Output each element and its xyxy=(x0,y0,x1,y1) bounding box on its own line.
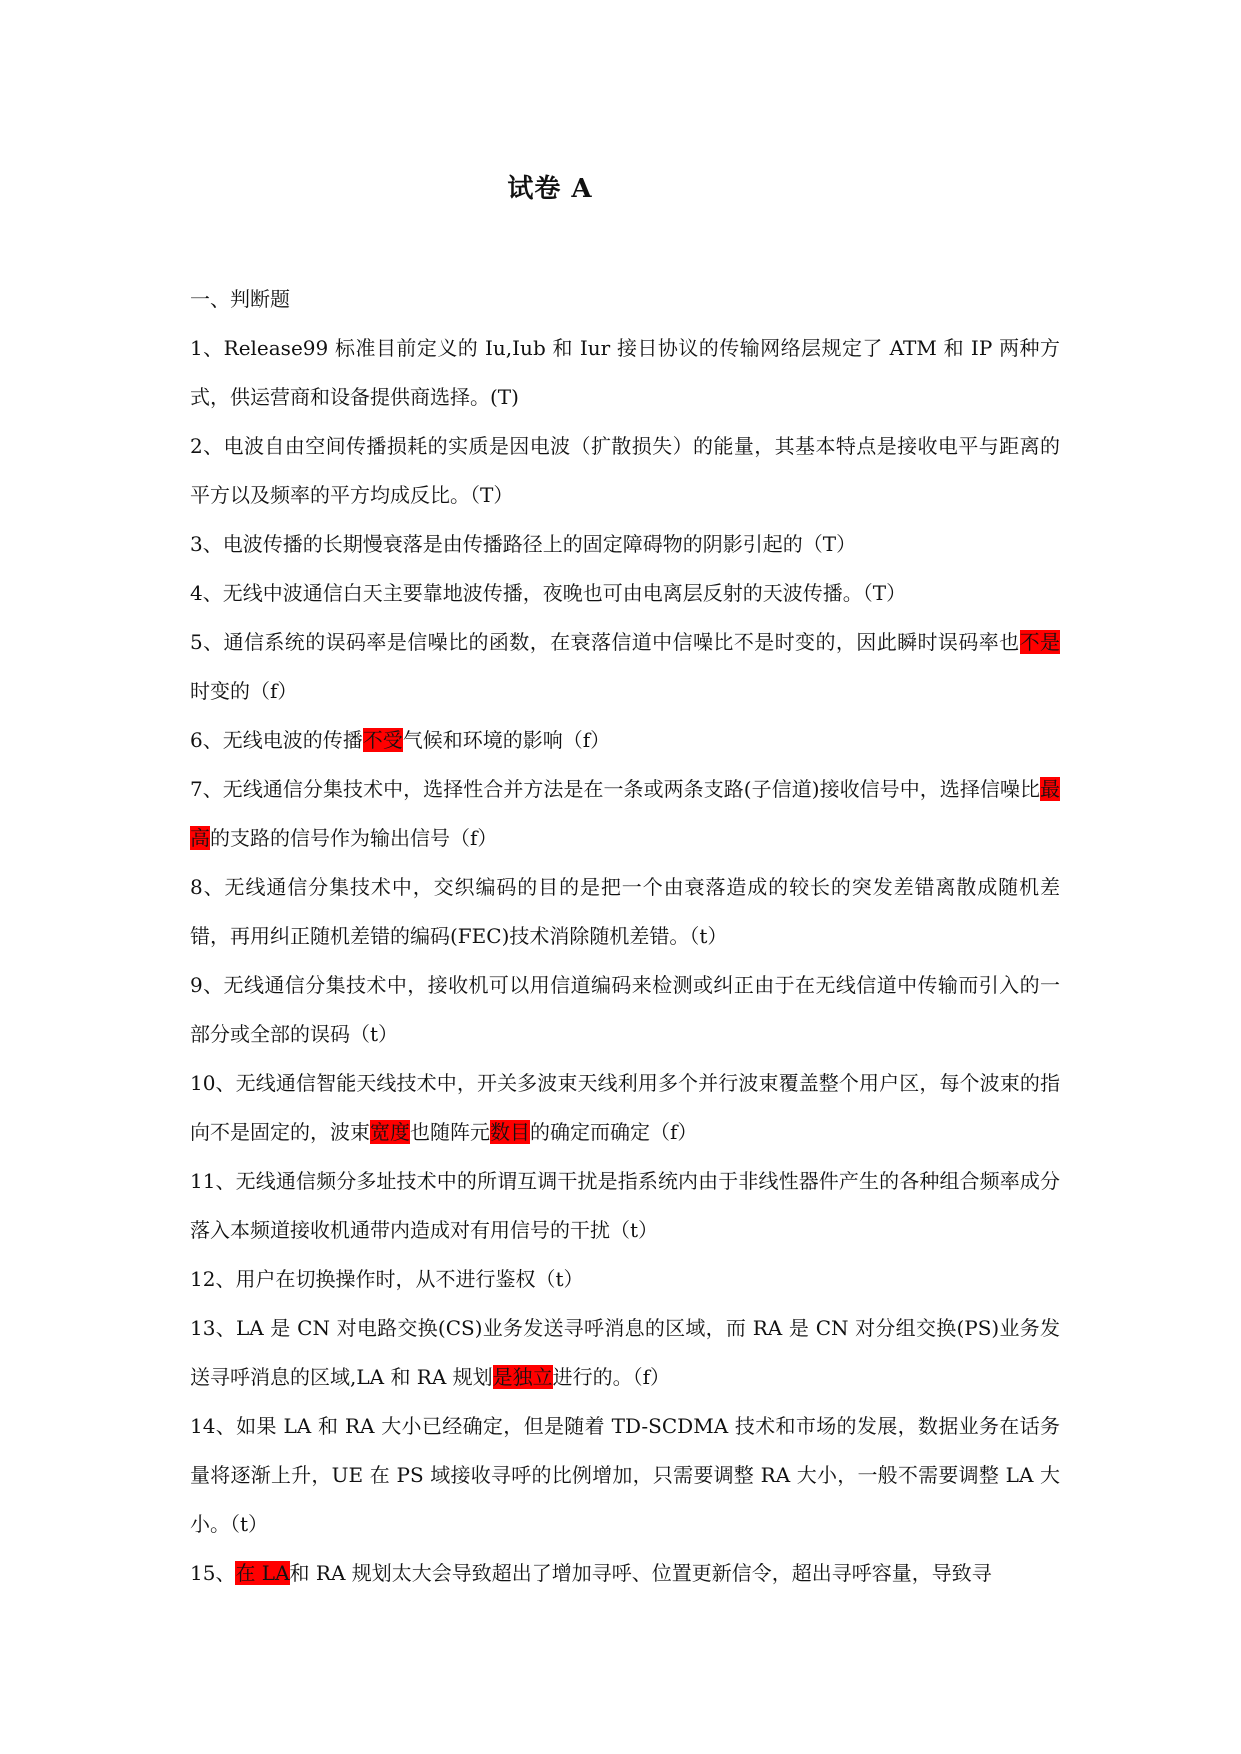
question-text: 的支路的信号作为输出信号（f） xyxy=(210,826,498,850)
question-text: 10、无线通信智能天线技术中，开关多波束天线利用多个并行波束覆盖整个用户区，每个波束的指向不是固定的，波束 xyxy=(190,1071,1060,1144)
highlighted-text: 不受 xyxy=(362,728,403,752)
question-item xyxy=(190,520,1060,569)
question-item xyxy=(190,569,1060,618)
question-item xyxy=(190,1157,1060,1255)
question-text: 2、电波自由空间传播损耗的实质是因电波（扩散损失）的能量，其基本特点是接收电平与距离的平方以及频率的平方均成反比。（T） xyxy=(190,434,1060,507)
highlighted-text: 宽度 xyxy=(370,1120,410,1144)
question-item xyxy=(190,324,1060,422)
question-item xyxy=(190,1255,1060,1304)
question-text: 6、无线电波的传播 xyxy=(190,728,363,752)
highlighted-text: 数目 xyxy=(490,1120,530,1144)
question-item xyxy=(190,961,1060,1059)
question-text: 也随阵元 xyxy=(410,1120,490,1144)
question-item xyxy=(190,1549,1060,1598)
question-text: 15、 xyxy=(190,1561,236,1585)
question-text: 13、LA 是 CN 对电路交换(CS)业务发送寻呼消息的区域，而 RA 是 CN 对分组交换(PS)业务发送寻呼消息的区域,LA 和 RA 规划 xyxy=(190,1316,1060,1389)
question-item xyxy=(190,618,1060,716)
question-text: 4、无线中波通信白天主要靠地波传播，夜晚也可由电离层反射的天波传播。（T） xyxy=(190,581,907,605)
question-text: 7、无线通信分集技术中，选择性合并方法是在一条或两条支路(子信道)接收信号中，选择信噪比 xyxy=(190,777,1040,801)
question-text: 的确定而确定（f） xyxy=(530,1120,698,1144)
question-item xyxy=(190,863,1060,961)
question-text: 9、无线通信分集技术中，接收机可以用信道编码来检测或纠正由于在无线信道中传输而引入的一部分或全部的误码（t） xyxy=(190,973,1060,1046)
question-list xyxy=(190,275,1060,1598)
question-text: 进行的。（f） xyxy=(552,1365,671,1389)
question-text: 14、如果 LA 和 RA 大小已经确定，但是随着 TD-SCDMA 技术和市场的发展，数据业务在话务量将逐渐上升，UE 在 PS 域接收寻呼的比例增加，只需要调整 RA 大小，一般不需要调整 LA 大小。（t） xyxy=(190,1414,1060,1536)
question-item xyxy=(190,765,1060,863)
question-item xyxy=(190,1402,1060,1549)
question-text: 3、电波传播的长期慢衰落是由传播路径上的固定障碍物的阴影引起的（T） xyxy=(190,532,857,556)
question-text: 11、无线通信频分多址技术中的所谓互调干扰是指系统内由于非线性器件产生的各种组合频率成分落入本频道接收机通带内造成对有用信号的干扰（t） xyxy=(190,1169,1060,1242)
page-title: 试卷 A xyxy=(507,174,593,204)
question-text: 气候和环境的影响（f） xyxy=(402,728,611,752)
question-text: 8、无线通信分集技术中，交织编码的目的是把一个由衰落造成的较长的突发差错离散成随机差错，再用纠正随机差错的编码(FEC)技术消除随机差错。（t） xyxy=(190,875,1060,948)
highlighted-text: 不是 xyxy=(1019,630,1060,654)
question-item xyxy=(190,716,1060,765)
highlighted-text: 最高 xyxy=(190,777,1060,850)
section-heading: 一、判断题 xyxy=(190,287,290,311)
highlighted-text: 是独立 xyxy=(492,1365,553,1389)
question-item xyxy=(190,422,1060,520)
question-text: 时变的（f） xyxy=(190,679,298,703)
highlighted-text: 在 LA xyxy=(235,1561,290,1585)
question-item xyxy=(190,1059,1060,1157)
question-text: 和 RA 规划太大会导致超出了增加寻呼、位置更新信令，超出寻呼容量，导致寻 xyxy=(289,1561,992,1585)
question-item xyxy=(190,1304,1060,1402)
question-text: 12、用户在切换操作时，从不进行鉴权（t） xyxy=(190,1267,584,1291)
question-text: 5、通信系统的误码率是信噪比的函数，在衰落信道中信噪比不是时变的，因此瞬时误码率也 xyxy=(190,630,1020,654)
question-text: 1、Release99 标准目前定义的 Iu,Iub 和 Iur 接日协议的传输网络层规定了 ATM 和 IP 两种方式，供运营商和设备提供商选择。(T) xyxy=(190,336,1060,409)
